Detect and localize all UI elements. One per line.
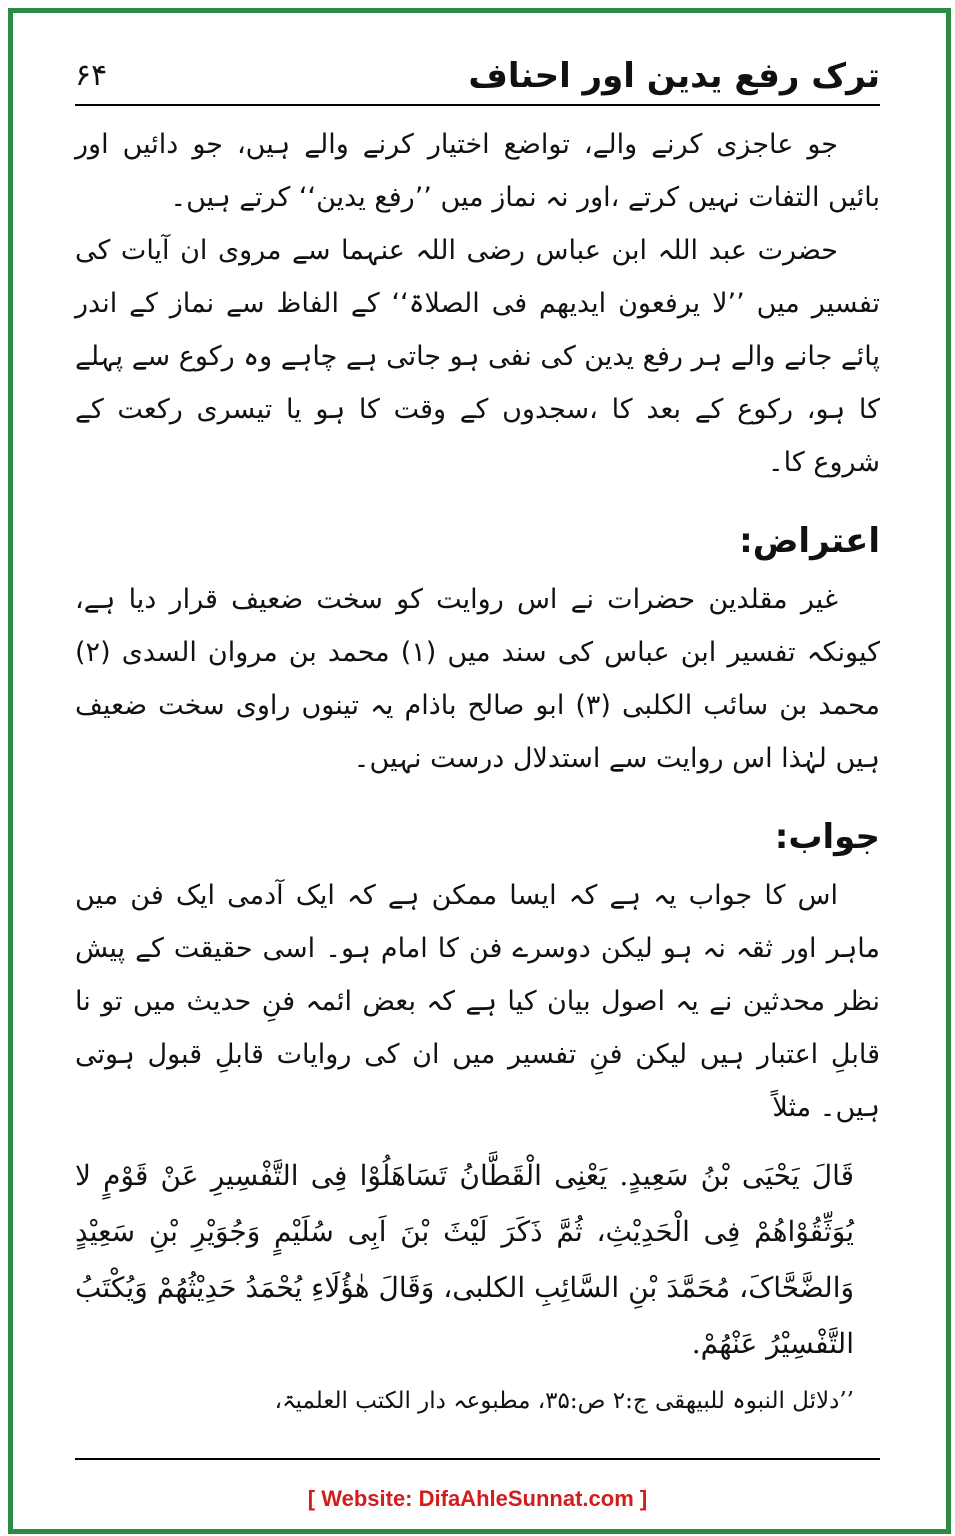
arabic-quote-block [75, 1148, 854, 1372]
arabic-quote: قَالَ یَحْیَی بْنُ سَعِیدٍ. یَعْنِی الْقَطَّانُ تَسَاھَلُوْا فِی التَّفْسِیرِ عَنْ قَوْمٍ لا یُوَثِّقُوْاھُمْ فِی الْحَدِیْثِ، ثُمَّ ذَکَرَ لَیْثَ بْنَ اَبِی سُلَیْمٍ وَجُوَیْرِ بْنِ سَعِیْدٍ وَالضَّحَّاکَ، مُحَمَّدَ بْنِ السَّائِبِ الکلبی، وَقَالَ ھٰؤُلَاءِ یُحْمَدُ حَدِیْثُھُمْ وَیُکْتَبُ التَّفْسِیْرُ عَنْھُمْ. [75, 1159, 854, 1360]
paragraph-intro: جو عاجزی کرنے والے، تواضع اختیار کرنے والے ہیں، جو دائیں اور بائیں التفات نہیں کرتے ،اور نہ نماز میں ’’رفع یدین‘‘ کرتے ہیں۔ [75, 129, 880, 213]
page-number: ۶۴ [75, 58, 108, 93]
page-content [75, 118, 880, 1424]
answer-heading: جواب: [774, 817, 880, 857]
page-header [75, 52, 880, 106]
citation: ’’دلائل النبوہ للبیھقی ج:۲ ص:۳۵، مطبوعہ دار الکتب العلمیۃ، [274, 1388, 854, 1414]
website-footer: [ Website: DifaAhleSunnat.com ] [307, 1486, 648, 1511]
objection-heading: اعتراض: [739, 521, 880, 561]
objection-text: غیر مقلدین حضرات نے اس روایت کو سخت ضعیف قرار دیا ہے، کیونکہ تفسیر ابن عباس کی سند میں (۱) محمد بن مروان السدی (۲) محمد بن سائب الکلبی (۳) ابو صالح باذام یہ تینوں راوی سخت ضعیف ہیں لہٰذا اس روایت سے استدلال درست نہیں۔ [75, 584, 880, 774]
footer-divider [75, 1458, 880, 1460]
running-title: ترک رفع یدین اور احناف [468, 56, 880, 96]
paragraph-tafsir: حضرت عبد اللہ ابن عباس رضی اللہ عنہما سے مروی ان آیات کی تفسیر میں ’’لا یرفعون ایدیھم فی الصلاۃ‘‘ کے الفاظ سے نماز کے اندر پائے جانے والے ہر رفع یدین کی نفی ہو جاتی ہے چاہے وہ رکوع سے پہلے کا ہو، رکوع کے بعد کا ،سجدوں کے وقت کا ہو یا تیسری رکعت کے شروع کا۔ [75, 235, 880, 478]
answer-text: اس کا جواب یہ ہے کہ ایسا ممکن ہے کہ ایک آدمی ایک فن میں ماہر اور ثقہ نہ ہو لیکن دوسرے فن کا امام ہو۔ اسی حقیقت کے پیش نظر محدثین نے یہ اصول بیان کیا ہے کہ بعض ائمہ فنِ حدیث میں تو نا قابلِ اعتبار ہیں لیکن فنِ تفسیر میں ان کی روایات قابلِ قبول ہوتی ہیں۔ مثلاً [75, 880, 880, 1123]
